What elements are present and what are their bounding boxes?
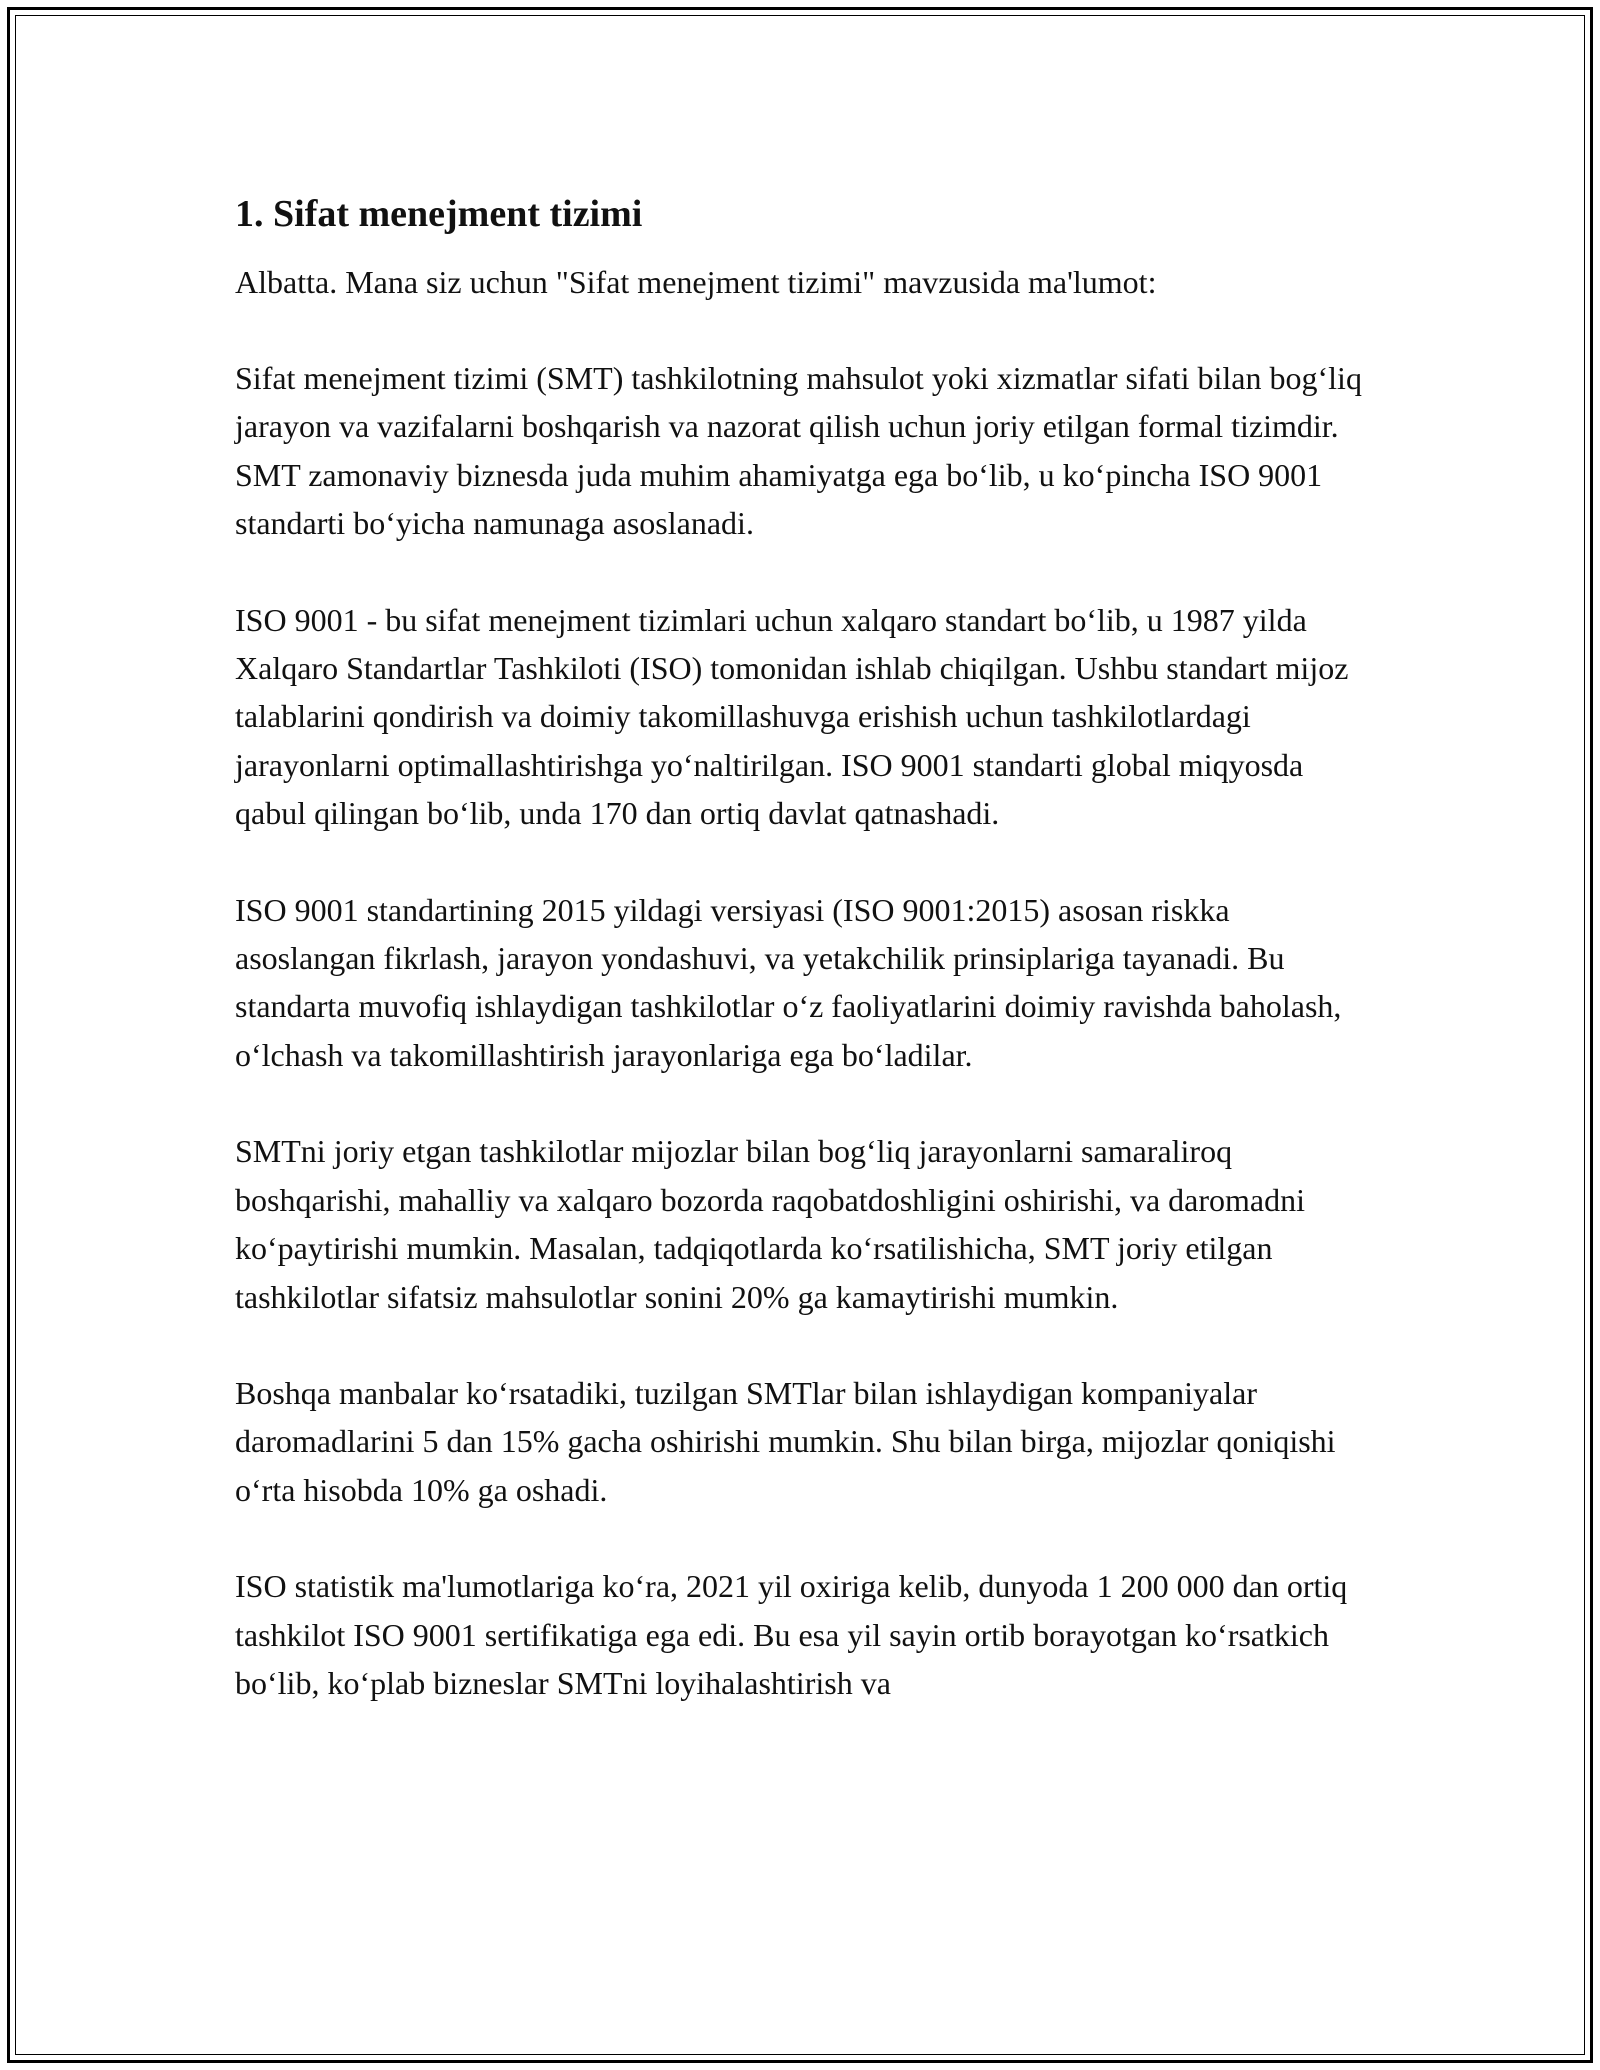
paragraph-iso-statistics: ISO statistik ma'lumotlariga ko‘ra, 2021 yil oxiriga kelib, dunyoda 1 200 000 dan ortiq tashkilot ISO 9001 sertifikatiga ega edi. Bu esa yil sayin ortib borayotgan ko‘rsatkich bo‘lib, ko‘plab bizneslar SMTni loyihalashtirish va <box>235 1568 1348 1701</box>
intro-paragraph: Albatta. Mana siz uchun "Sifat menejment tizimi" mavzusida ma'lumot: <box>235 264 1157 300</box>
paragraph-revenue-growth: Boshqa manbalar ko‘rsatadiki, tuzilgan SMTlar bilan ishlaydigan kompaniyalar daromadlarini 5 dan 15% gacha oshirishi mumkin. Shu bilan birga, mijozlar qoniqishi o‘rta hisobda 10% ga oshadi. <box>235 1374 1336 1508</box>
paragraph-smt-definition: Sifat menejment tizimi (SMT) tashkilotning mahsulot yoki xizmatlar sifati bilan bog‘liq jarayon va vazifalarni boshqarish va nazorat qilish uchun joriy etilgan formal tizimdir. SMT zamonaviy biznesda juda muhim ahamiyatga ega bo‘lib, u ko‘pincha ISO 9001 standarti bo‘yicha namunaga asoslanadi. <box>235 360 1362 542</box>
section-heading: 1. Sifat menejment tizimi <box>235 193 643 235</box>
paragraph-smt-benefits: SMTni joriy etgan tashkilotlar mijozlar bilan bog‘liq jarayonlarni samaraliroq boshqarishi, mahalliy va xalqaro bozorda raqobatdoshligini oshirishi, va daromadni ko‘paytirishi mumkin. Masalan, tadqiqotlarda ko‘rsatilishicha, SMT joriy etilgan tashkilotlar sifatsiz mahsulotlar sonini 20% ga kamaytirishi mumkin. <box>235 1133 1305 1315</box>
paragraph-iso-9001: ISO 9001 - bu sifat menejment tizimlari uchun xalqaro standart bo‘lib, u 1987 yilda Xalqaro Standartlar Tashkiloti (ISO) tomonidan ishlab chiqilgan. Ushbu standart mijoz talablarini qondirish va doimiy takomillashuvga erishish uchun tashkilotlardagi jarayonlarni optimallashtirishga yo‘naltirilgan. ISO 9001 standarti global miqyosda qabul qilingan bo‘lib, unda 170 dan ortiq davlat qatnashadi. <box>235 601 1349 832</box>
document-body <box>235 188 1370 1707</box>
paragraph-iso-9001-2015: ISO 9001 standartining 2015 yildagi versiyasi (ISO 9001:2015) asosan riskka asoslangan fikrlash, jarayon yondashuvi, va yetakchilik prinsiplariga tayanadi. Bu standarta muvofiq ishlaydigan tashkilotlar o‘z faoliyatlarini doimiy ravishda baholash, o‘lchash va takomillashtirish jarayonlariga ega bo‘ladilar. <box>235 891 1342 1073</box>
